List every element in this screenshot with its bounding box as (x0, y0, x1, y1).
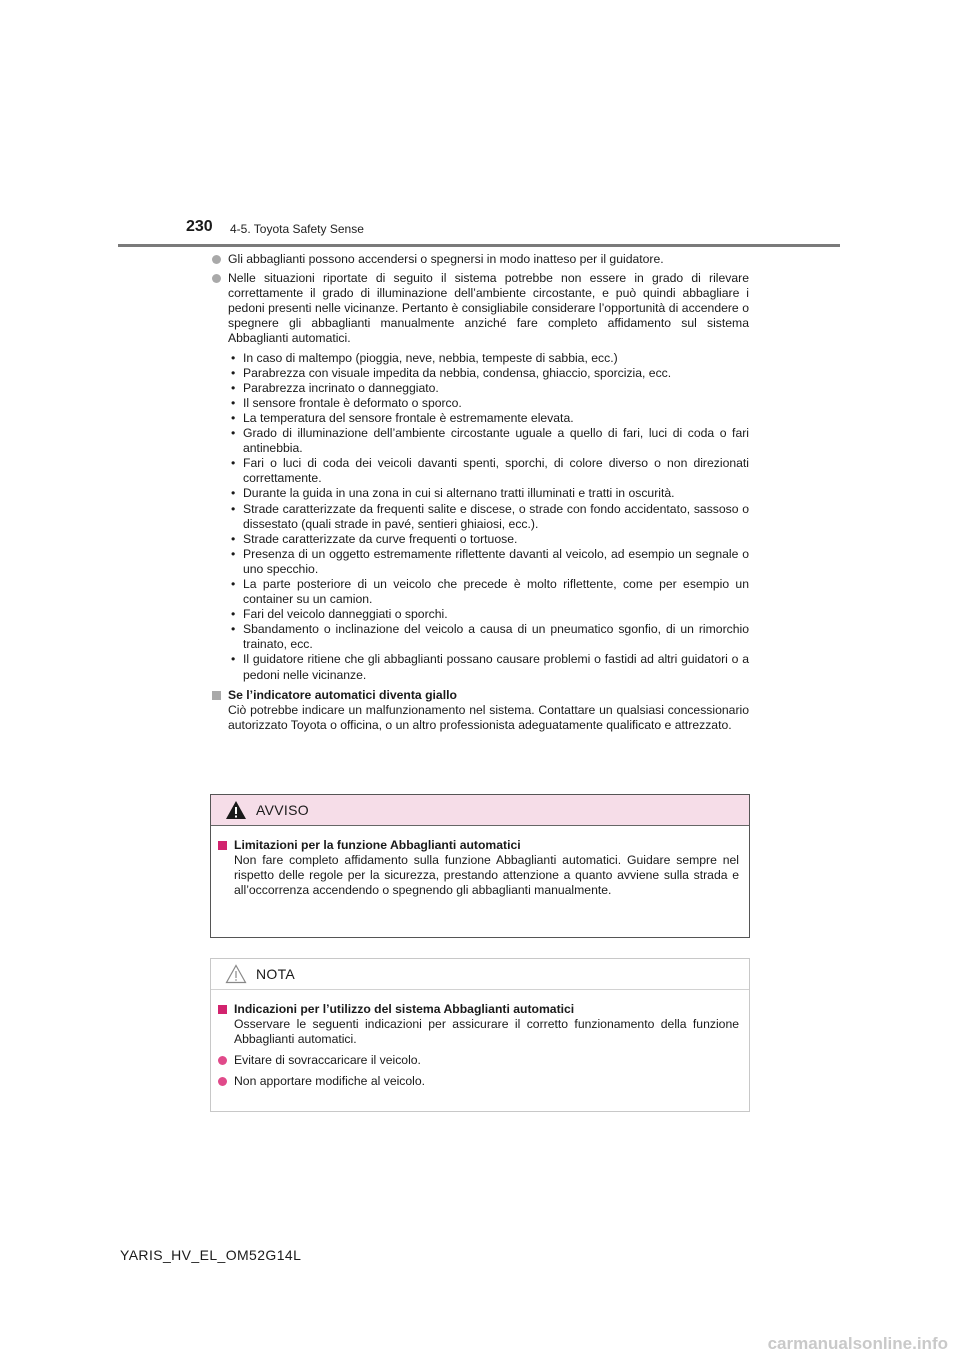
square-bullet-icon (218, 841, 227, 850)
note-item: Non apportare modifiche al veicolo. (217, 1074, 739, 1089)
conditions-list (229, 351, 749, 683)
note-body (211, 990, 749, 1089)
list-item: • Fari o luci di coda dei veicoli davanti spenti, sporchi, di colore diverso o non direzionati correttamente. (231, 456, 749, 486)
document-code: YARIS_HV_EL_OM52G14L (120, 1247, 302, 1263)
note-box (210, 958, 750, 1112)
list-item: • Fari del veicolo danneggiati o sporchi. (231, 607, 448, 622)
list-item: • Il guidatore ritiene che gli abbaglianti possano causare problemi o fastidi ad altri guidatori o a pedoni nelle vicinanze. (231, 652, 749, 682)
list-item: • Strade caratterizzate da frequenti salite e discese, o strade con fondo accidentato, sassoso o dissestato (quali strade in pavé, sentieri ghiaiosi, ecc.). (231, 501, 749, 531)
square-bullet-icon (218, 1005, 227, 1014)
note-item: Evitare di sovraccaricare il veicolo. (217, 1053, 739, 1068)
bullet-text: Nelle situazioni riportate di seguito il sistema potrebbe non essere in grado di rilevare correttamente il grado di illuminazione dell’ambiente circostante, e può quindi abbagliare i pedoni presenti nelle vicinanze. Pertanto è consigliabile considerare l’opportunità di accendere o spegnere gli abbaglianti manualmente anziché fare completo affidamento sul sistema Abbaglianti automatici. (228, 271, 749, 346)
list-item: • Parabrezza incrinato o danneggiato. (231, 380, 439, 395)
bullet-dot-icon (218, 1077, 227, 1086)
indicator-heading: Se l’indicatore automatici diventa giallo (211, 688, 749, 703)
bullet-text: Gli abbaglianti possono accendersi o spegnersi in modo inatteso per il guidatore. (228, 252, 664, 266)
bullet-paragraph (211, 252, 749, 267)
list-item: • Durante la guida in una zona in cui si alternano tratti illuminati e tratti in oscurità. (231, 486, 675, 501)
list-item: • Parabrezza con visuale impedita da nebbia, condensa, ghiaccio, sporcizia, ecc. (231, 365, 672, 380)
indicator-text: Ciò potrebbe indicare un malfunzionamento nel sistema. Contattare un qualsiasi concessionario autorizzato Toyota o officina, o un altro professionista adeguatamente qualificato e attrezzato. (228, 702, 749, 732)
list-item: • In caso di maltempo (pioggia, neve, nebbia, tempeste di sabbia, ecc.) (231, 350, 618, 365)
bullet-dot-icon (218, 1056, 227, 1065)
warning-heading: Limitazioni per la funzione Abbaglianti automatici (217, 838, 739, 853)
caution-outline-icon (225, 964, 247, 984)
list-item: • Il sensore frontale è deformato o sporco. (231, 395, 462, 410)
warning-triangle-icon (225, 800, 247, 820)
warning-box (210, 794, 750, 938)
bullet-dot-icon (212, 274, 221, 283)
section-title: 4-5. Toyota Safety Sense (230, 222, 364, 236)
square-bullet-icon (212, 691, 221, 700)
warning-box-header (211, 795, 749, 826)
note-title: NOTA (256, 966, 296, 982)
main-content (211, 252, 749, 733)
warning-body (211, 826, 749, 898)
list-item: • La temperatura del sensore frontale è estremamente elevata. (231, 410, 574, 425)
bullet-paragraph (211, 271, 749, 346)
header-divider (118, 244, 840, 247)
note-box-header (211, 959, 749, 990)
bullet-dot-icon (212, 255, 221, 264)
list-item: • Strade caratterizzate da curve frequenti o tortuose. (231, 531, 518, 546)
note-text: Osservare le seguenti indicazioni per assicurare il corretto funzionamento della funzione Abbaglianti automatici. (234, 1017, 739, 1047)
page-number: 230 (186, 218, 213, 235)
list-item: • Presenza di un oggetto estremamente riflettente davanti al veicolo, ad esempio un segnale o uno specchio. (231, 546, 749, 576)
warning-title: AVVISO (256, 802, 309, 818)
warning-text: Non fare completo affidamento sulla funzione Abbaglianti automatici. Guidare sempre nel rispetto delle regole per la sicurezza, prestando attenzione a quanto avviene sulla strada e all’occorrenza accendendo o spegnendo gli abbaglianti manualmente. (234, 853, 739, 898)
note-heading: Indicazioni per l’utilizzo del sistema Abbaglianti automatici (217, 1002, 739, 1017)
list-item: • Grado di illuminazione dell’ambiente circostante uguale a quello di fari, luci di coda o fari antinebbia. (231, 426, 749, 456)
list-item: • Sbandamento o inclinazione del veicolo a causa di un pneumatico sgonfio, di un rimorchio trainato, ecc. (231, 622, 749, 652)
watermark: carmanualsonline.info (767, 1334, 948, 1353)
list-item: • La parte posteriore di un veicolo che precede è molto riflettente, come per esempio un container su un camion. (231, 576, 749, 607)
